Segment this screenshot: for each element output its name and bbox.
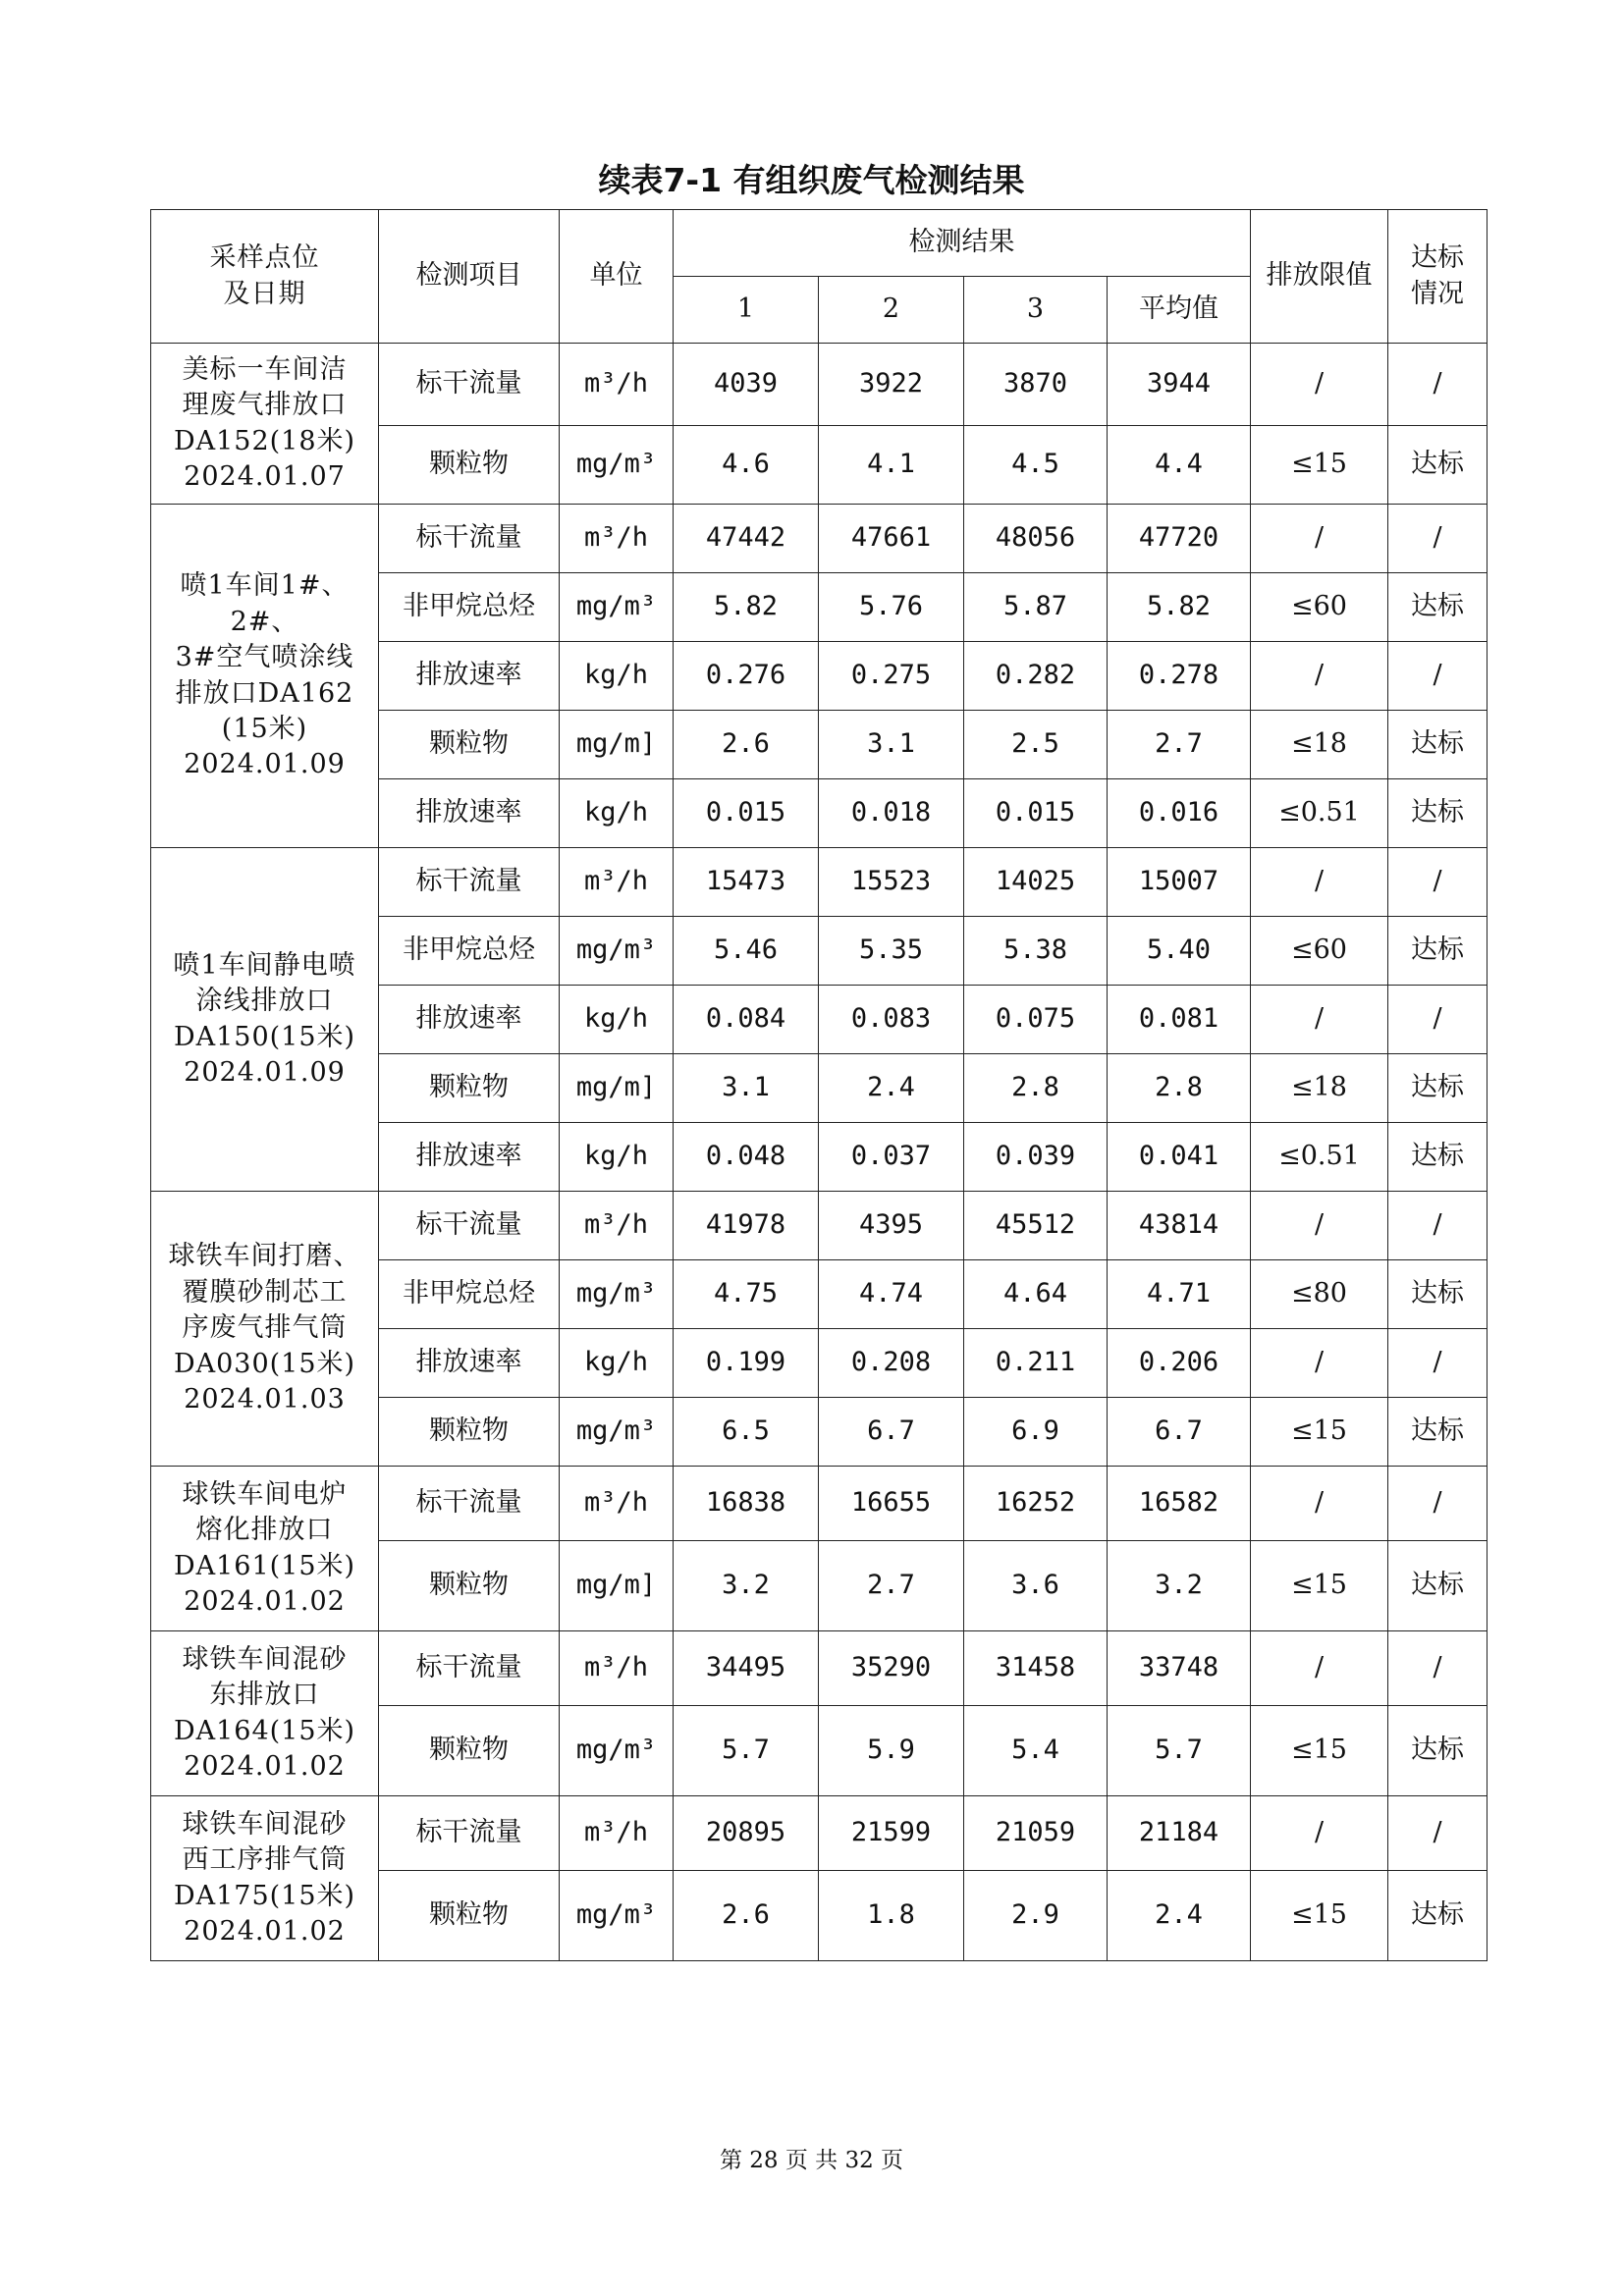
average-cell: 5.82: [1108, 573, 1251, 642]
item-cell: 颗粒物: [379, 1871, 560, 1961]
average-cell: 0.206: [1108, 1329, 1251, 1398]
average-cell: 5.7: [1108, 1706, 1251, 1796]
unit-cell: mg/m³: [560, 917, 674, 986]
value-3-cell: 0.282: [964, 642, 1108, 711]
value-2-cell: 0.275: [819, 642, 964, 711]
value-2-cell: 3922: [819, 344, 964, 426]
value-2-cell: 5.35: [819, 917, 964, 986]
status-cell: 达标: [1388, 1260, 1488, 1329]
status-cell: /: [1388, 1329, 1488, 1398]
value-1-cell: 0.199: [674, 1329, 819, 1398]
unit-cell: mg/m]: [560, 711, 674, 779]
value-1-cell: 6.5: [674, 1398, 819, 1467]
unit-cell: kg/h: [560, 642, 674, 711]
unit-cell: kg/h: [560, 1329, 674, 1398]
limit-cell: /: [1251, 1796, 1388, 1871]
status-cell: 达标: [1388, 1706, 1488, 1796]
status-cell: 达标: [1388, 1054, 1488, 1123]
item-cell: 非甲烷总烃: [379, 917, 560, 986]
status-cell: /: [1388, 1192, 1488, 1260]
sampling-location-cell: 球铁车间电炉 熔化排放口 DA161(15米) 2024.01.02: [151, 1467, 379, 1631]
value-3-cell: 5.4: [964, 1706, 1108, 1796]
value-1-cell: 0.048: [674, 1123, 819, 1192]
header-r1: 1: [674, 277, 819, 344]
table-row: [151, 505, 1488, 573]
item-cell: 标干流量: [379, 505, 560, 573]
unit-cell: mg/m]: [560, 1541, 674, 1631]
sampling-location-cell: 球铁车间混砂 东排放口 DA164(15米) 2024.01.02: [151, 1631, 379, 1796]
item-cell: 颗粒物: [379, 1054, 560, 1123]
header-item: 检测项目: [379, 210, 560, 344]
item-cell: 颗粒物: [379, 426, 560, 505]
value-1-cell: 0.015: [674, 779, 819, 848]
average-cell: 2.8: [1108, 1054, 1251, 1123]
table-title: 续表7-1 有组织废气检测结果: [598, 161, 1025, 199]
value-3-cell: 2.8: [964, 1054, 1108, 1123]
value-2-cell: 5.9: [819, 1706, 964, 1796]
status-cell: /: [1388, 642, 1488, 711]
average-cell: 0.041: [1108, 1123, 1251, 1192]
value-3-cell: 14025: [964, 848, 1108, 917]
limit-cell: ≤15: [1251, 1871, 1388, 1961]
limit-cell: ≤15: [1251, 1706, 1388, 1796]
sampling-location-cell: 喷1车间1#、2#、 3#空气喷涂线 排放口DA162 (15米) 2024.01.09: [151, 505, 379, 848]
value-1-cell: 2.6: [674, 1871, 819, 1961]
value-2-cell: 5.76: [819, 573, 964, 642]
status-cell: 达标: [1388, 1398, 1488, 1467]
table-row: [151, 848, 1488, 917]
item-cell: 标干流量: [379, 344, 560, 426]
status-cell: 达标: [1388, 426, 1488, 505]
limit-cell: /: [1251, 1631, 1388, 1706]
table-row: [151, 1467, 1488, 1541]
value-2-cell: 0.208: [819, 1329, 964, 1398]
status-cell: 达标: [1388, 1871, 1488, 1961]
average-cell: 0.016: [1108, 779, 1251, 848]
status-cell: /: [1388, 848, 1488, 917]
average-cell: 6.7: [1108, 1398, 1251, 1467]
value-3-cell: 5.87: [964, 573, 1108, 642]
unit-cell: mg/m³: [560, 573, 674, 642]
status-cell: /: [1388, 344, 1488, 426]
status-cell: /: [1388, 1796, 1488, 1871]
value-2-cell: 2.7: [819, 1541, 964, 1631]
value-3-cell: 3.6: [964, 1541, 1108, 1631]
value-3-cell: 21059: [964, 1796, 1108, 1871]
item-cell: 标干流量: [379, 1467, 560, 1541]
status-cell: 达标: [1388, 711, 1488, 779]
value-3-cell: 0.015: [964, 779, 1108, 848]
value-3-cell: 4.5: [964, 426, 1108, 505]
limit-cell: ≤18: [1251, 711, 1388, 779]
value-3-cell: 4.64: [964, 1260, 1108, 1329]
value-3-cell: 45512: [964, 1192, 1108, 1260]
limit-cell: /: [1251, 986, 1388, 1054]
limit-cell: /: [1251, 642, 1388, 711]
average-cell: 5.40: [1108, 917, 1251, 986]
value-1-cell: 5.7: [674, 1706, 819, 1796]
sampling-location-cell: 球铁车间打磨、 覆膜砂制芯工 序废气排气筒 DA030(15米) 2024.01.03: [151, 1192, 379, 1467]
value-2-cell: 4395: [819, 1192, 964, 1260]
item-cell: 排放速率: [379, 986, 560, 1054]
limit-cell: ≤15: [1251, 1541, 1388, 1631]
value-3-cell: 0.039: [964, 1123, 1108, 1192]
value-1-cell: 20895: [674, 1796, 819, 1871]
item-cell: 非甲烷总烃: [379, 573, 560, 642]
unit-cell: m³/h: [560, 344, 674, 426]
header-row: [151, 210, 1488, 277]
exhaust-gas-results-table: [150, 209, 1488, 1961]
value-2-cell: 6.7: [819, 1398, 964, 1467]
limit-cell: ≤18: [1251, 1054, 1388, 1123]
table-body: [151, 210, 1488, 1961]
value-1-cell: 5.82: [674, 573, 819, 642]
value-1-cell: 0.276: [674, 642, 819, 711]
value-3-cell: 0.211: [964, 1329, 1108, 1398]
status-cell: /: [1388, 986, 1488, 1054]
table-row: [151, 1192, 1488, 1260]
limit-cell: ≤60: [1251, 573, 1388, 642]
item-cell: 颗粒物: [379, 1541, 560, 1631]
unit-cell: mg/m³: [560, 1398, 674, 1467]
limit-cell: ≤80: [1251, 1260, 1388, 1329]
value-1-cell: 16838: [674, 1467, 819, 1541]
sampling-location-cell: 美标一车间洁 理废气排放口 DA152(18米) 2024.01.07: [151, 344, 379, 505]
value-3-cell: 0.075: [964, 986, 1108, 1054]
value-2-cell: 15523: [819, 848, 964, 917]
unit-cell: mg/m³: [560, 1706, 674, 1796]
unit-cell: m³/h: [560, 1192, 674, 1260]
average-cell: 3944: [1108, 344, 1251, 426]
item-cell: 颗粒物: [379, 1706, 560, 1796]
limit-cell: /: [1251, 848, 1388, 917]
status-cell: 达标: [1388, 1123, 1488, 1192]
value-2-cell: 16655: [819, 1467, 964, 1541]
value-2-cell: 3.1: [819, 711, 964, 779]
table-row: [151, 1796, 1488, 1871]
header-unit: 单位: [560, 210, 674, 344]
value-3-cell: 2.5: [964, 711, 1108, 779]
average-cell: 0.081: [1108, 986, 1251, 1054]
value-1-cell: 3.1: [674, 1054, 819, 1123]
page-footer: 第 28 页 共 32 页: [719, 2148, 904, 2173]
sampling-location-cell: 球铁车间混砂 西工序排气筒 DA175(15米) 2024.01.02: [151, 1796, 379, 1961]
average-cell: 47720: [1108, 505, 1251, 573]
value-2-cell: 4.1: [819, 426, 964, 505]
header-status: 达标 情况: [1388, 210, 1488, 344]
item-cell: 排放速率: [379, 1123, 560, 1192]
item-cell: 标干流量: [379, 1192, 560, 1260]
header-r2: 2: [819, 277, 964, 344]
value-2-cell: 2.4: [819, 1054, 964, 1123]
value-3-cell: 5.38: [964, 917, 1108, 986]
header-location: 采样点位 及日期: [151, 210, 379, 344]
average-cell: 4.4: [1108, 426, 1251, 505]
average-cell: 16582: [1108, 1467, 1251, 1541]
item-cell: 排放速率: [379, 1329, 560, 1398]
status-cell: 达标: [1388, 779, 1488, 848]
item-cell: 颗粒物: [379, 711, 560, 779]
header-avg: 平均值: [1108, 277, 1251, 344]
average-cell: 15007: [1108, 848, 1251, 917]
item-cell: 排放速率: [379, 642, 560, 711]
status-cell: 达标: [1388, 573, 1488, 642]
status-cell: /: [1388, 1467, 1488, 1541]
average-cell: 0.278: [1108, 642, 1251, 711]
unit-cell: m³/h: [560, 848, 674, 917]
value-2-cell: 1.8: [819, 1871, 964, 1961]
average-cell: 4.71: [1108, 1260, 1251, 1329]
value-3-cell: 2.9: [964, 1871, 1108, 1961]
unit-cell: kg/h: [560, 1123, 674, 1192]
item-cell: 排放速率: [379, 779, 560, 848]
limit-cell: ≤15: [1251, 1398, 1388, 1467]
average-cell: 33748: [1108, 1631, 1251, 1706]
status-cell: /: [1388, 1631, 1488, 1706]
header-results: 检测结果: [674, 210, 1251, 277]
unit-cell: m³/h: [560, 1796, 674, 1871]
value-2-cell: 35290: [819, 1631, 964, 1706]
limit-cell: ≤0.51: [1251, 779, 1388, 848]
status-cell: 达标: [1388, 1541, 1488, 1631]
header-r3: 3: [964, 277, 1108, 344]
average-cell: 43814: [1108, 1192, 1251, 1260]
average-cell: 2.4: [1108, 1871, 1251, 1961]
unit-cell: kg/h: [560, 779, 674, 848]
value-1-cell: 5.46: [674, 917, 819, 986]
value-2-cell: 0.083: [819, 986, 964, 1054]
value-3-cell: 31458: [964, 1631, 1108, 1706]
value-1-cell: 15473: [674, 848, 819, 917]
unit-cell: mg/m³: [560, 426, 674, 505]
header-limit: 排放限值: [1251, 210, 1388, 344]
value-3-cell: 3870: [964, 344, 1108, 426]
value-3-cell: 16252: [964, 1467, 1108, 1541]
value-1-cell: 41978: [674, 1192, 819, 1260]
value-1-cell: 34495: [674, 1631, 819, 1706]
limit-cell: /: [1251, 1192, 1388, 1260]
value-2-cell: 0.018: [819, 779, 964, 848]
unit-cell: mg/m³: [560, 1871, 674, 1961]
item-cell: 标干流量: [379, 848, 560, 917]
limit-cell: ≤60: [1251, 917, 1388, 986]
value-3-cell: 48056: [964, 505, 1108, 573]
average-cell: 3.2: [1108, 1541, 1251, 1631]
value-2-cell: 4.74: [819, 1260, 964, 1329]
value-1-cell: 4.6: [674, 426, 819, 505]
value-2-cell: 21599: [819, 1796, 964, 1871]
value-1-cell: 2.6: [674, 711, 819, 779]
value-3-cell: 6.9: [964, 1398, 1108, 1467]
value-1-cell: 4039: [674, 344, 819, 426]
table-row: [151, 344, 1488, 426]
limit-cell: /: [1251, 344, 1388, 426]
limit-cell: /: [1251, 1329, 1388, 1398]
item-cell: 标干流量: [379, 1796, 560, 1871]
value-2-cell: 47661: [819, 505, 964, 573]
unit-cell: kg/h: [560, 986, 674, 1054]
value-1-cell: 3.2: [674, 1541, 819, 1631]
status-cell: /: [1388, 505, 1488, 573]
item-cell: 非甲烷总烃: [379, 1260, 560, 1329]
limit-cell: /: [1251, 1467, 1388, 1541]
average-cell: 21184: [1108, 1796, 1251, 1871]
average-cell: 2.7: [1108, 711, 1251, 779]
value-1-cell: 0.084: [674, 986, 819, 1054]
item-cell: 标干流量: [379, 1631, 560, 1706]
unit-cell: mg/m]: [560, 1054, 674, 1123]
limit-cell: /: [1251, 505, 1388, 573]
status-cell: 达标: [1388, 917, 1488, 986]
limit-cell: ≤15: [1251, 426, 1388, 505]
sampling-location-cell: 喷1车间静电喷 涂线排放口 DA150(15米) 2024.01.09: [151, 848, 379, 1192]
unit-cell: m³/h: [560, 1631, 674, 1706]
item-cell: 颗粒物: [379, 1398, 560, 1467]
limit-cell: ≤0.51: [1251, 1123, 1388, 1192]
value-1-cell: 4.75: [674, 1260, 819, 1329]
value-1-cell: 47442: [674, 505, 819, 573]
unit-cell: m³/h: [560, 505, 674, 573]
table-row: [151, 1631, 1488, 1706]
unit-cell: m³/h: [560, 1467, 674, 1541]
unit-cell: mg/m³: [560, 1260, 674, 1329]
value-2-cell: 0.037: [819, 1123, 964, 1192]
